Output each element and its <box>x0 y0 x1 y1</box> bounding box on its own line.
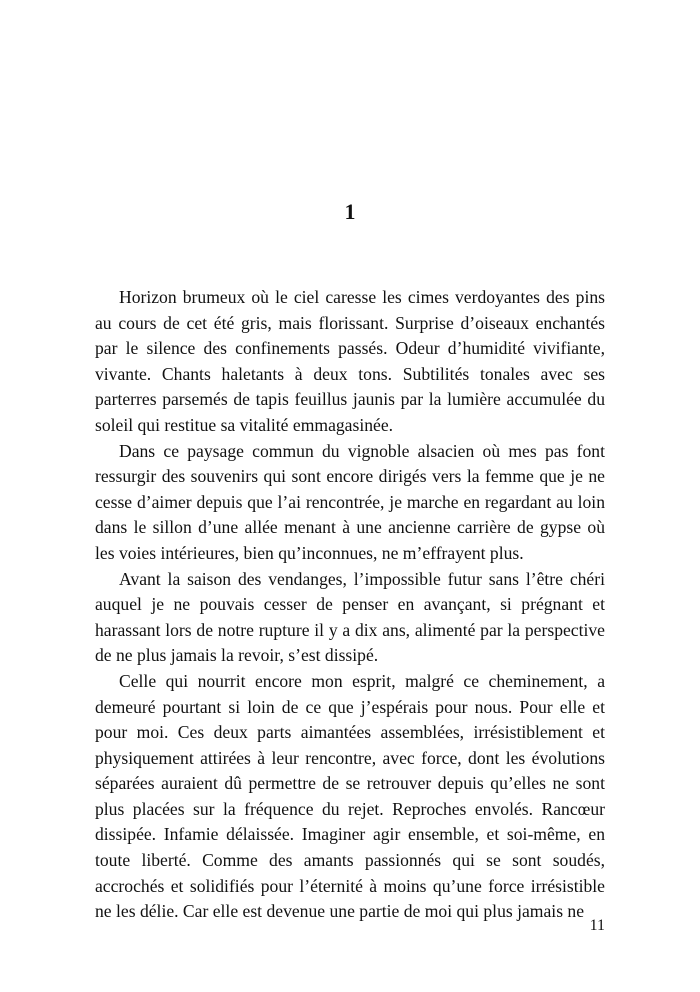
paragraph: Avant la saison des vendanges, l’impossible futur sans l’être chéri auquel je ne pouvais cesser de penser en avançant, si prégnant et harassant lors de notre rupture il y a dix ans, alimenté par la perspective de ne plus jamais la revoir, s’est dissipé. <box>95 568 605 666</box>
page-number: 11 <box>589 917 605 934</box>
paragraph: Celle qui nourrit encore mon esprit, malgré ce cheminement, a demeuré pourtant si loin de ce que j’espérais pour nous. Pour elle et pour moi. Ces deux parts aimantées assemblées, irrésistiblement et physiquement attirées à leur rencontre, avec force, dont les évolutions séparées auraient dû permettre de se retrouver depuis qu’elles ne sont plus placées sur la fréquence du rejet. Reproches envolés. Rancœur dissipée. Infamie délaissée. Imaginer agir ensemble, et soi-même, en toute liberté. Comme des amants passionnés qui se sont soudés, accrochés et solidifiés pour l’éternité à moins qu’une force irrésistible ne les délie. Car elle est devenue une partie de moi qui plus jamais ne <box>95 670 605 922</box>
paragraph: Horizon brumeux où le ciel caresse les cimes verdoyantes des pins au cours de cet été gris, mais florissant. Surprise d’oiseaux enchantés par le silence des confinements passés. Odeur d’humidité vivifiante, vivante. Chants haletants à deux tons. Subtilités tonales avec ses parterres parsemés de tapis feuillus jaunis par la lumière accumulée du soleil qui restitue sa vitalité emmagasinée. <box>95 287 605 435</box>
paragraph: Dans ce paysage commun du vignoble alsacien où mes pas font ressurgir des souvenirs qui sont encore dirigés vers la femme que je ne cesse d’aimer depuis que l’ai rencontrée, je marche en regardant au loin dans le sillon d’une allée menant à une ancienne carrière de gypse où les voies intérieures, bien qu’inconnues, ne m’effrayent plus. <box>95 440 605 563</box>
chapter-body <box>95 285 605 925</box>
chapter-number: 1 <box>344 199 356 224</box>
